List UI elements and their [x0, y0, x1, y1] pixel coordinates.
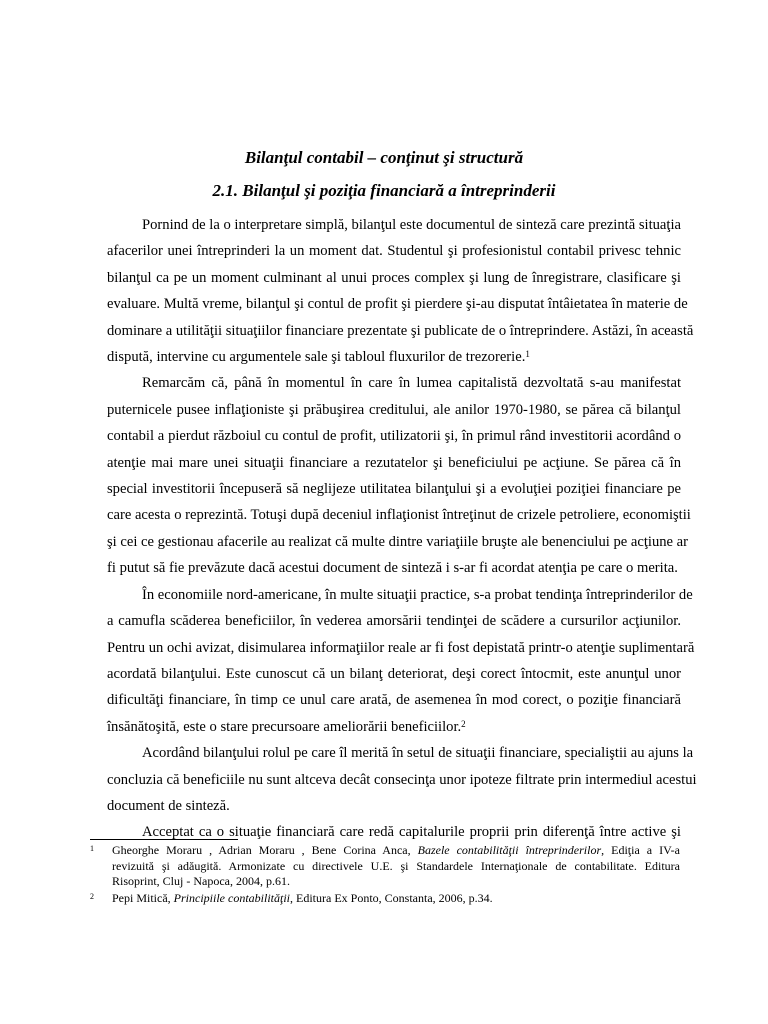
text-line: puternicele pusee inflaţioniste şi prăbuşirea creditului, ale anilor 1970-1980, se părea că bilanţul — [107, 401, 681, 418]
footnote-book-title: Principiile contabilităţii — [173, 890, 290, 905]
footnote-details: , Editura Ex Ponto, Constanta, 2006, p.34. — [290, 890, 493, 905]
footnote-line: revizuită şi adăugită. Armonizate cu directivele U.E. şi Standardele Internaţionale de contabilitate. Editura — [112, 858, 680, 873]
footnote-mark: 2 — [90, 891, 94, 901]
text-line: evaluare. Multă vreme, bilanţul şi contul de profit şi pierdere şi-au disputat întâietatea în materie de — [107, 296, 688, 313]
paragraph-5 — [72, 819, 681, 845]
text-line: document de sinteză. — [107, 797, 230, 814]
footnote-authors: Pepi Mitică, — [112, 890, 174, 905]
paragraph-1 — [72, 212, 694, 370]
document-title: Bilanţul contabil – conţinut şi structură — [244, 148, 524, 167]
text-line: dificultăţi financiare, în timp ce unul care arată, de asemenea în mod corect, o poziţie financiară — [107, 692, 681, 709]
text-line: atenţie mai mare unei situaţii financiare a rezutatelor şi beneficiului pe acţiune. Se părea că în — [107, 454, 681, 471]
text-line: dominare a utilităţii situaţiilor financiare prezentate şi publicate de o întreprindere. Astăzi, în această — [107, 322, 694, 339]
footnote-mark: 1 — [90, 844, 94, 853]
footnote-reference: 2 — [461, 718, 466, 729]
text-line — [72, 714, 681, 740]
footnote-line: Risoprint, Cluj - Napoca, 2004, p.61. — [112, 874, 290, 889]
text-line: Remarcăm că, până în momentul în care în lumea capitalistă dezvoltată s-au manifestat — [142, 375, 681, 392]
text-line: contabil a pierdut războiul cu contul de profit, utilizatorii şi, în primul rând investitorii acordând o — [107, 428, 681, 445]
text-line-content: dispută, intervine cu argumentele sale şi tabloul fluxurilor de trezorerie. — [107, 349, 526, 366]
footnote-separator — [90, 839, 238, 840]
text-line: Pornind de la o interpretare simplă, bilanţul este documentul de sinteză care prezintă situaţia — [142, 217, 681, 233]
text-line: fi putut să fie prevăzute dacă acestui document de sinteză i s-ar fi acordat atenţia pe care o merita. — [107, 560, 678, 577]
text-line: care acesta o reprezintă. Totuşi după deceniul inflaţionist întreţinut de crizele petroliere, economiştii — [107, 507, 691, 524]
footnote-2 — [90, 891, 680, 907]
text-line: bilanţul ca pe un moment culminant al unui proces complex şi lung de înregistrare, clasificare şi — [107, 269, 681, 286]
text-line: concluzia că beneficiile nu sunt altceva decât consecinţa unor ipoteze filtrate prin intermediul acestui — [107, 771, 697, 788]
footnote-details: , Ediţia a IV-a — [601, 843, 680, 857]
footnote-authors: Gheorghe Moraru , Adrian Moraru , Bene Corina Anca, — [112, 843, 418, 857]
text-line: Pentru un ochi avizat, disimularea informaţiilor reale ar fi fost depistată printr-o atenţie suplimentară — [107, 639, 695, 656]
footnote-book-title: Bazele contabilităţii întreprinderilor — [417, 843, 602, 857]
text-line: şi cei ce gestionau afacerile au realizat că multe dintre variaţiile bruşte ale benenciului pe acţiune ar — [107, 533, 689, 550]
footnote-line — [112, 891, 680, 907]
text-line: acordată bilanţului. Este cunoscut că un bilanţ deteriorat, deşi corect întocmit, este anunţul unor — [107, 665, 681, 682]
footnote-line — [112, 843, 680, 859]
text-line — [72, 344, 681, 370]
footnote-1 — [90, 843, 680, 890]
paragraph-2 — [72, 370, 691, 581]
paragraph-3 — [72, 582, 695, 740]
footnotes — [90, 843, 680, 907]
section-heading: 2.1. Bilanţul şi poziţia financiară a întreprinderii — [212, 181, 556, 200]
text-line: a camufla scăderea beneficiilor, în vederea amorsării tendinţei de scădere a cursurilor acţiunilor. — [107, 613, 681, 630]
text-line: special investitorii începuseră să neglijeze utilitatea bilanţului şi a evoluţiei poziţiei financiare pe — [107, 481, 681, 498]
footnote-reference: 1 — [525, 349, 530, 360]
text-line: Acceptat ca o situaţie financiară care redă capitalurile proprii prin diferenţă între active şi — [142, 824, 681, 841]
text-line: În economiile nord-americane, în multe situaţii practice, s-a probat tendinţa întreprinderilor de — [142, 586, 693, 603]
text-line-content: însănătoşită, este o stare precursoare ameliorării beneficiilor. — [107, 718, 462, 735]
text-line: Acordând bilanţului rolul pe care îl merită în setul de situaţii financiare, specialiştii au ajuns la — [142, 745, 694, 762]
body-text — [72, 212, 697, 846]
text-line: afacerilor unei întreprinderi la un moment dat. Studentul şi profesionistul contabil privesc tehnic — [107, 243, 681, 260]
paragraph-4 — [72, 740, 697, 819]
